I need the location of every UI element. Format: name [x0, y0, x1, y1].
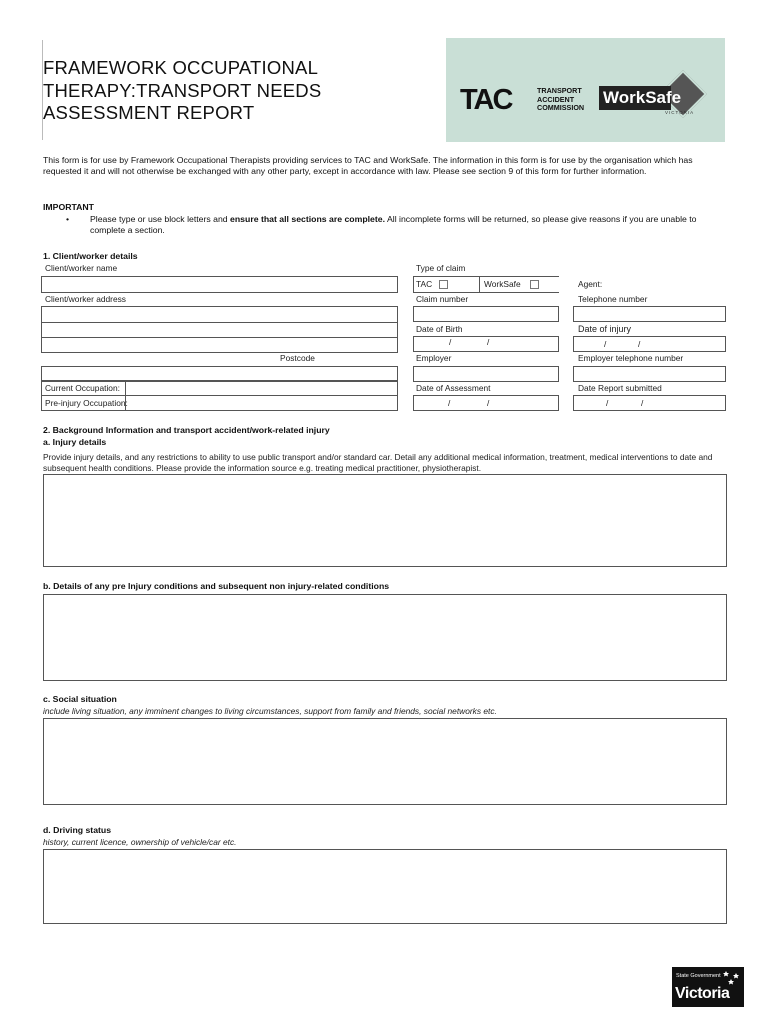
divider [397, 380, 398, 410]
divider [41, 380, 42, 410]
important-text-pre: Please type or use block letters and [90, 214, 231, 224]
date-report-input[interactable] [574, 396, 724, 410]
injury-details-text: Provide injury details, and any restrictions to ability to use public transport and/or standard car. Detail any additional medical information, treatment, medical interventions to date and subsequent health conditions. Please provide the information source e.g. treating medical practitioner, physiotherapist. [43, 452, 713, 473]
important-text [90, 214, 730, 236]
title-line-1: FRAMEWORK OCCUPATIONAL [43, 57, 319, 78]
title-line-2: THERAPY:TRANSPORT NEEDS [43, 79, 322, 101]
dob-slash: / [487, 337, 490, 347]
report-slash: / [641, 398, 644, 408]
dob-label: Date of Birth [416, 324, 463, 334]
employer-phone-label: Employer telephone number [578, 353, 684, 363]
postcode-label: Postcode [280, 353, 315, 363]
telephone-label: Telephone number [578, 294, 648, 304]
address-line-3-input[interactable] [41, 337, 398, 353]
worksafe-logo-subtitle: VICTORIA [665, 110, 695, 115]
driving-status-textarea[interactable] [43, 849, 727, 924]
type-of-claim-label: Type of claim [416, 263, 466, 273]
preinjury-conditions-textarea[interactable] [43, 594, 727, 681]
page-title [43, 57, 423, 125]
report-slash: / [606, 398, 609, 408]
injury-slash: / [604, 339, 607, 349]
date-of-injury-input[interactable] [573, 336, 726, 352]
divider [413, 276, 559, 277]
tac-sub-line: COMMISSION [537, 103, 585, 112]
southern-cross-icon [722, 969, 742, 985]
divider [573, 410, 726, 411]
date-of-assessment-input[interactable] [414, 396, 558, 410]
dob-slash: / [449, 337, 452, 347]
social-situation-heading: c. Social situation [43, 694, 117, 704]
assessment-slash: / [487, 398, 490, 408]
divider [413, 276, 414, 293]
address-label: Client/worker address [45, 294, 126, 304]
section-1-heading: 1. Client/worker details [43, 251, 138, 261]
bullet-icon: • [66, 214, 70, 224]
tac-logo: TAC [460, 84, 512, 116]
assessment-slash: / [448, 398, 451, 408]
divider [479, 276, 480, 293]
employer-label: Employer [416, 353, 452, 363]
victoria-logo-small-text: State Government [676, 973, 721, 979]
address-line-1-input[interactable] [41, 306, 398, 323]
intro-text: This form is for use by Framework Occupational Therapists providing services to TAC and WorkSafe. The information in this form is for use by the organisation which has requested it and will not otherwise be exchanged with any other party, except in accordance with law. Please see section 9 of this form for further information. [43, 155, 693, 176]
injury-details-heading: a. Injury details [43, 437, 107, 447]
divider [413, 410, 559, 411]
preinjury-occupation-label: Pre-injury Occupation: [45, 398, 128, 408]
date-of-injury-label: Date of injury [578, 324, 632, 334]
important-text-bold: ensure that all sections are complete. [230, 214, 386, 224]
driving-status-text: history, current licence, ownership of vehicle/car etc. [43, 837, 237, 847]
client-name-label: Client/worker name [45, 263, 118, 273]
telephone-input[interactable] [573, 306, 726, 322]
tac-label: TAC [416, 279, 433, 289]
worksafe-logo: WorkSafe [603, 88, 682, 107]
driving-status-heading: d. Driving status [43, 825, 112, 835]
important-text-post: All incomplete forms will be returned, so please give reasons if you are unable to complete a section. [90, 214, 697, 235]
important-heading: IMPORTANT [43, 202, 94, 212]
title-line-3: ASSESSMENT REPORT [43, 102, 255, 123]
client-name-input[interactable] [41, 276, 398, 293]
divider [558, 395, 559, 411]
preinjury-conditions-heading: b. Details of any pre Injury conditions and subsequent non injury-related conditions [43, 581, 390, 591]
claim-number-label: Claim number [416, 294, 469, 304]
victoria-logo-text: Victoria [675, 985, 730, 1002]
tac-sub-line: TRANSPORT [537, 86, 582, 95]
injury-slash: / [638, 339, 641, 349]
social-situation-text: include living situation, any imminent changes to living circumstances, support from family and friends, social networks etc. [43, 706, 497, 716]
current-occupation-input[interactable] [126, 381, 396, 395]
dob-input[interactable] [413, 336, 559, 352]
divider [413, 292, 559, 293]
claim-number-input[interactable] [413, 306, 559, 322]
date-report-label: Date Report submitted [578, 383, 662, 393]
tac-sub-line: ACCIDENT [537, 94, 575, 104]
employer-phone-input[interactable] [573, 366, 726, 382]
worksafe-checkbox[interactable] [530, 280, 539, 289]
divider [725, 395, 726, 411]
address-line-2-input[interactable] [41, 322, 398, 338]
worksafe-label: WorkSafe [484, 279, 521, 289]
agent-label: Agent: [578, 279, 603, 289]
tac-logo-subtitle [537, 87, 584, 113]
social-situation-textarea[interactable] [43, 718, 727, 805]
divider [41, 410, 398, 411]
injury-details-textarea[interactable] [43, 474, 727, 567]
employer-input[interactable] [413, 366, 559, 382]
preinjury-occupation-input[interactable] [126, 396, 396, 410]
section-2-heading: 2. Background Information and transport accident/work-related injury [43, 425, 330, 435]
tac-checkbox[interactable] [439, 280, 448, 289]
date-of-assessment-label: Date of Assessment [416, 383, 491, 393]
current-occupation-label: Current Occupation: [45, 383, 120, 393]
